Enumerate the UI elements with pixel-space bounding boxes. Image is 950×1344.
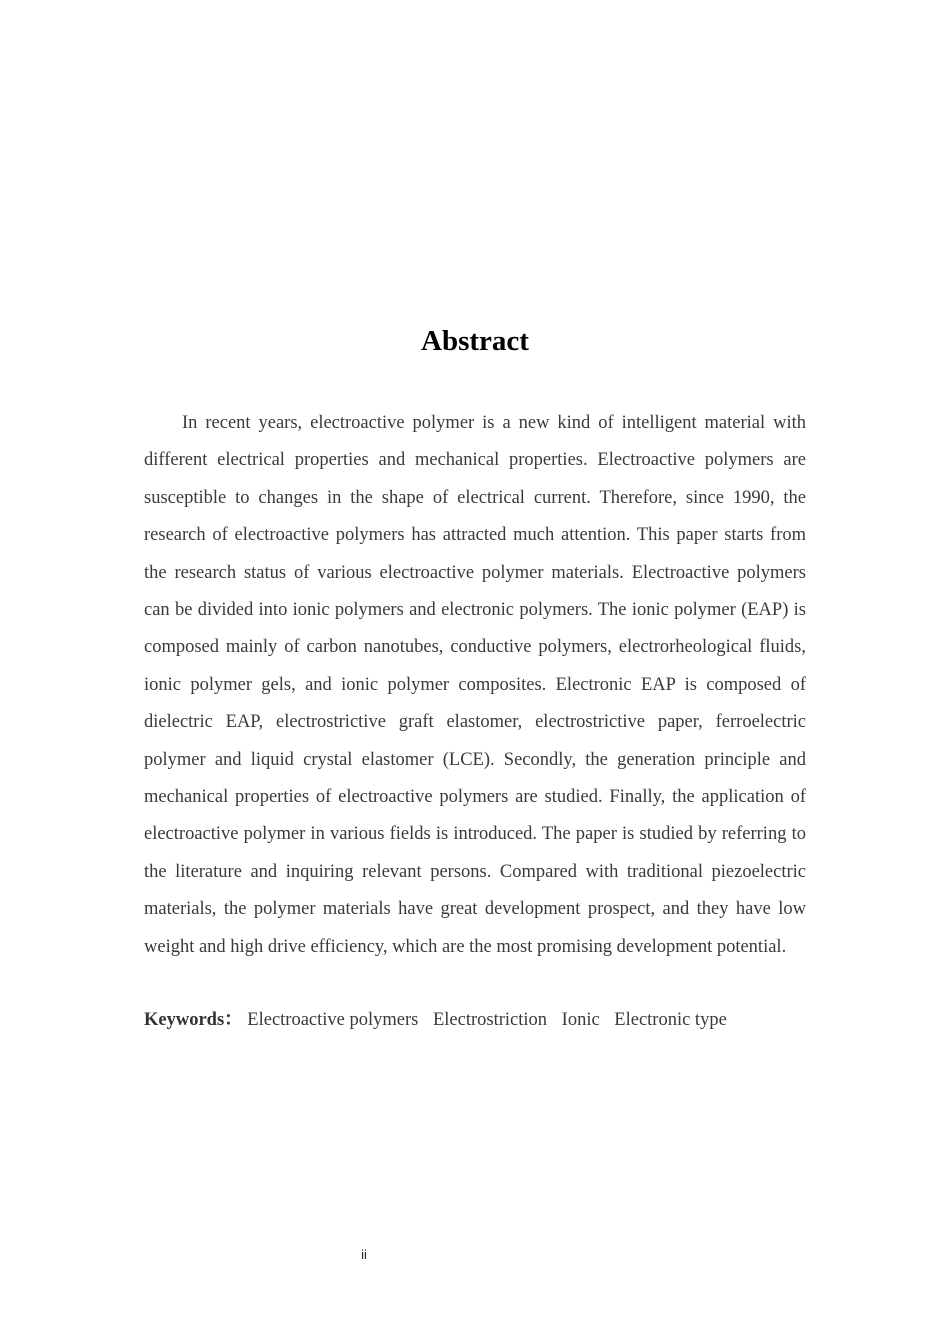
keyword-item: Ionic (561, 1010, 600, 1030)
keywords-label: Keywords： (144, 1010, 243, 1030)
keyword-item: Electroactive polymers (247, 1010, 419, 1030)
keywords-line (144, 1002, 806, 1039)
keyword-item: Electrostriction (432, 1010, 548, 1030)
abstract-body: In recent years, electroactive polymer is a new kind of intelligent material with different electrical properties and mechanical properties. Electroactive polymers are susceptible to changes in the shape of electrical current. Therefore, since 1990, the research of electroactive polymers has attracted much attention. This paper starts from the research status of various electroactive polymer materials. Electroactive polymers can be divided into ionic polymers and electronic polymers. The ionic polymer (EAP) is composed mainly of carbon nanotubes, conductive polymers, electrorheological fluids, ionic polymer gels, and ionic polymer composites. Electronic EAP is composed of dielectric EAP, electrostrictive graft elastomer, electrostrictive paper, ferroelectric polymer and liquid crystal elastomer (LCE). Secondly, the generation principle and mechanical properties of electroactive polymers are studied. Finally, the application of electroactive polymer in various fields is introduced. The paper is studied by referring to the literature and inquiring relevant persons. Compared with traditional piezoelectric materials, the polymer materials have great development prospect, and they have low weight and high drive efficiency, which are the most promising development potential. (144, 413, 806, 957)
page-number: ii (361, 1247, 367, 1262)
abstract-title: Abstract (421, 325, 529, 357)
keyword-item: Electronic type (614, 1010, 727, 1030)
